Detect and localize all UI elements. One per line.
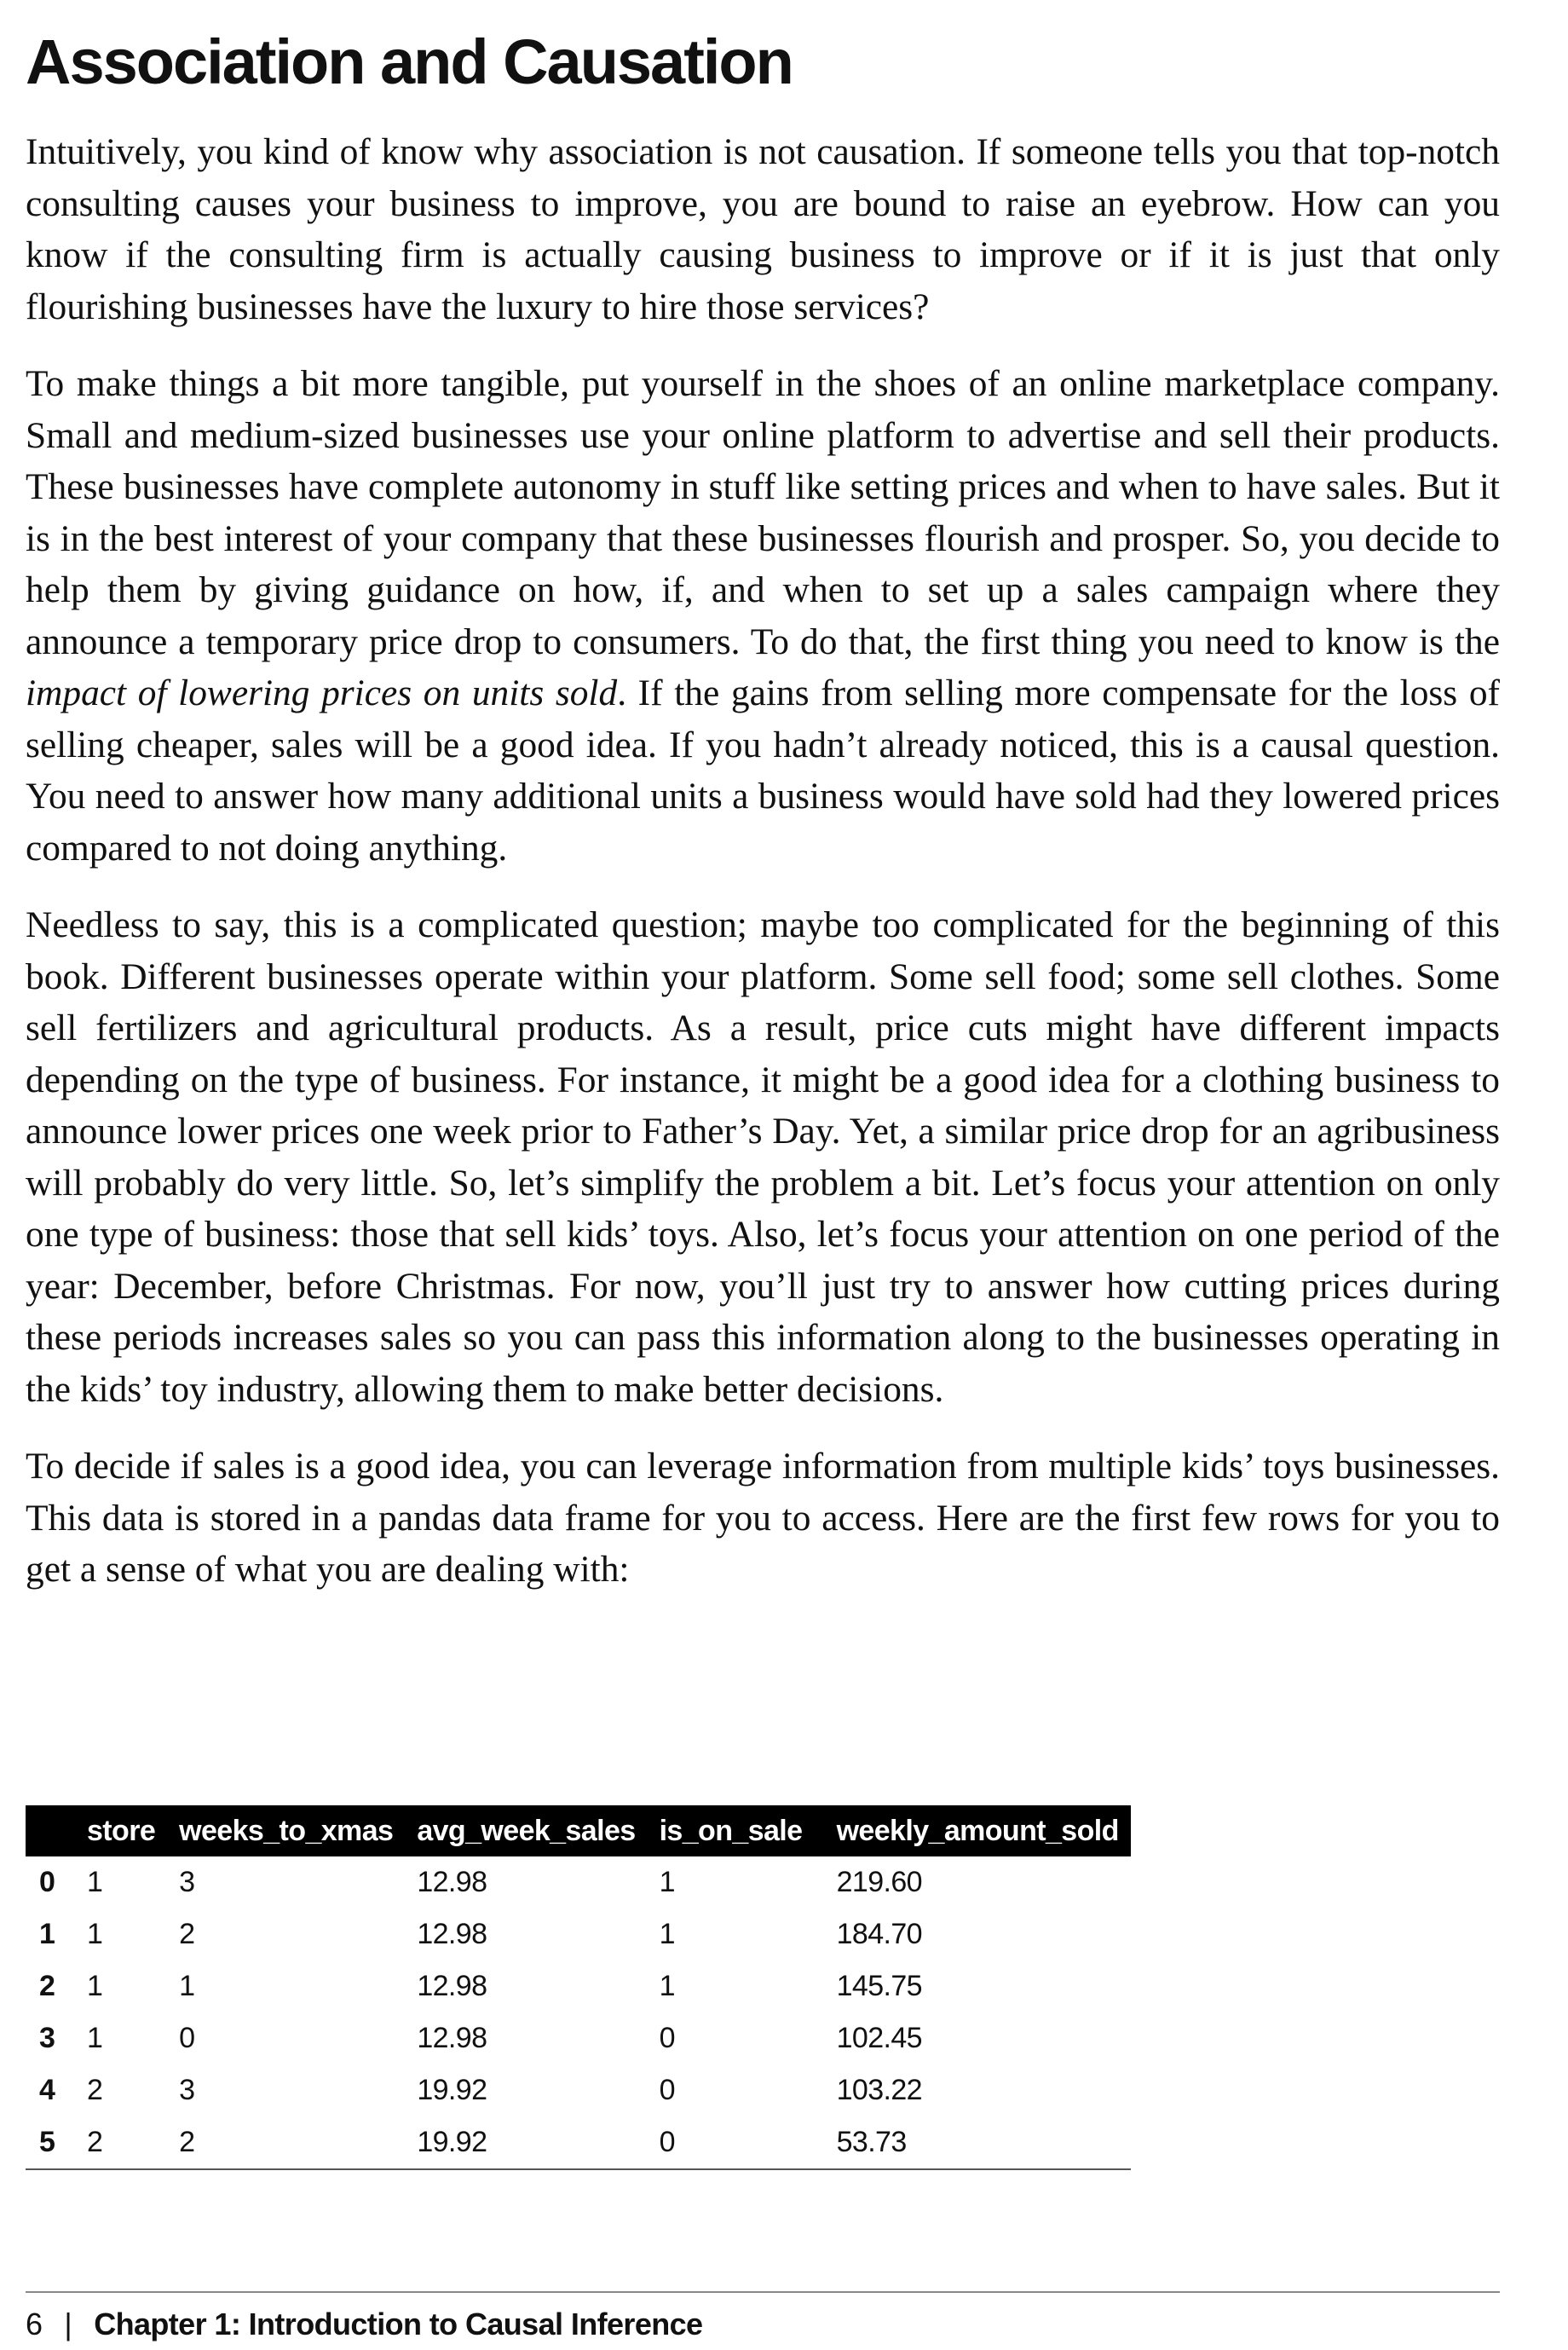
row-index: 1 <box>39 1918 55 1950</box>
cell-store: 2 <box>87 2074 103 2106</box>
cell-store: 2 <box>75 2116 167 2169</box>
cell-store: 1 <box>87 1918 103 1950</box>
cell-avg-week-sales: 12.98 <box>417 1918 487 1950</box>
cell-avg-week-sales: 12.98 <box>417 1866 487 1898</box>
cell-is-on-sale: 0 <box>648 2116 825 2169</box>
cell-avg-week-sales: 19.92 <box>417 2074 487 2106</box>
table-row <box>26 2064 1131 2116</box>
cell-store: 1 <box>87 1970 103 2002</box>
paragraph-2-emphasis: impact of lowering prices on units sold <box>26 673 618 713</box>
cell-store: 1 <box>87 1866 103 1898</box>
column-header-avg-week-sales: avg_week_sales <box>417 1814 636 1847</box>
cell-avg-week-sales: 12.98 <box>417 2022 487 2054</box>
cell-is-on-sale: 1 <box>659 1866 675 1898</box>
row-index: 3 <box>39 2022 55 2054</box>
row-index: 4 <box>39 2074 55 2106</box>
cell-store: 1 <box>87 2022 103 2054</box>
paragraph-2 <box>26 358 1500 874</box>
cell-weeks-to-xmas: 2 <box>167 2116 405 2169</box>
cell-is-on-sale: 0 <box>659 2022 675 2054</box>
column-header-weeks-to-xmas: weeks_to_xmas <box>179 1814 394 1847</box>
table-row <box>26 1960 1131 2012</box>
page-number: 6 <box>26 2307 43 2341</box>
footer-separator: | <box>64 2307 72 2341</box>
column-header-is-on-sale: is_on_sale <box>659 1814 803 1847</box>
cell-avg-week-sales: 19.92 <box>405 2116 647 2169</box>
table-row <box>26 1908 1131 1960</box>
column-header-store: store <box>87 1814 156 1847</box>
paragraph-2-part-1: To make things a bit more tangible, put yourself in the shoes of an online marketplace company. Small and medium-sized businesses use your online platform to advertise and sell their products. These businesses have complete autonomy in stuff like setting prices and when to have sales. But it is in the best interest of your company that these businesses flourish and prosper. So, you decide to help them by giving guidance on how, if, and when to set up a sales campaign where they announce a temporary price drop to consumers. To do that, the first thing you need to know is the <box>26 363 1500 662</box>
cell-weekly-amount-sold: 103.22 <box>836 2074 922 2106</box>
page-footer <box>26 2303 702 2346</box>
table-header-row <box>26 1805 1131 1856</box>
table-row <box>26 2116 1131 2169</box>
row-index: 2 <box>39 1970 55 2002</box>
section-heading: Association and Causation <box>26 26 793 97</box>
cell-weekly-amount-sold: 145.75 <box>836 1970 922 2002</box>
cell-weeks-to-xmas: 3 <box>179 1866 195 1898</box>
cell-weekly-amount-sold: 184.70 <box>836 1918 922 1950</box>
cell-weeks-to-xmas: 0 <box>179 2022 195 2054</box>
cell-weeks-to-xmas: 1 <box>179 1970 195 2002</box>
column-header-index <box>26 1805 75 1856</box>
footer-divider <box>26 2291 1500 2293</box>
cell-weekly-amount-sold: 102.45 <box>836 2022 922 2054</box>
paragraph-1: Intuitively, you kind of know why association is not causation. If someone tells you that top-notch consulting causes your business to improve, you are bound to raise an eyebrow. How can you know if the consulting firm is actually causing business to improve or if it is just that only flourishing businesses have the luxury to hire those services? <box>26 131 1500 327</box>
cell-weekly-amount-sold: 219.60 <box>836 1866 922 1898</box>
table-row <box>26 1856 1131 1908</box>
data-frame-table <box>26 1805 1131 2170</box>
page-content <box>26 0 1500 1596</box>
cell-is-on-sale: 1 <box>659 1970 675 2002</box>
column-header-weekly-amount-sold: weekly_amount_sold <box>836 1814 1119 1847</box>
paragraph-3: Needless to say, this is a complicated question; maybe too complicated for the beginning of this book. Different businesses operate within your platform. Some sell food; some sell clothes. Some sell fertilizers and agricultural products. As a result, price cuts might have different impacts depending on the type of business. For instance, it might be a good idea for a clothing business to announce lower prices one week prior to Father’s Day. Yet, a similar price drop for an agribusiness will probably do very little. So, let’s simplify the problem a bit. Let’s focus your attention on only one type of business: those that sell kids’ toys. Also, let’s focus your attention on one period of the year: December, before Christmas. For now, you’ll just try to answer how cutting prices during these periods increases sales so you can pass this information along to the businesses operating in the kids’ toy industry, allowing them to make better decisions. <box>26 904 1500 1410</box>
row-index: 0 <box>39 1866 55 1898</box>
paragraph-4: To decide if sales is a good idea, you can leverage information from multiple kids’ toys businesses. This data is stored in a pandas data frame for you to access. Here are the first few rows for you to get a sense of what you are dealing with: <box>26 1446 1500 1590</box>
cell-is-on-sale: 1 <box>659 1918 675 1950</box>
table-row <box>26 2012 1131 2064</box>
cell-weeks-to-xmas: 3 <box>179 2074 195 2106</box>
cell-weeks-to-xmas: 2 <box>179 1918 195 1950</box>
paragraph-2-part-2: . If the gains from selling more compensate for the loss of selling cheaper, sales will be a good idea. If you hadn’t already noticed, this is a causal question. You need to answer how many additional units a business would have sold had they lowered prices compared to not doing anything. <box>26 673 1500 869</box>
cell-avg-week-sales: 12.98 <box>417 1970 487 2002</box>
cell-is-on-sale: 0 <box>659 2074 675 2106</box>
chapter-title: Chapter 1: Introduction to Causal Inference <box>94 2307 703 2341</box>
row-index: 5 <box>26 2116 75 2169</box>
cell-weekly-amount-sold: 53.73 <box>825 2116 1131 2169</box>
